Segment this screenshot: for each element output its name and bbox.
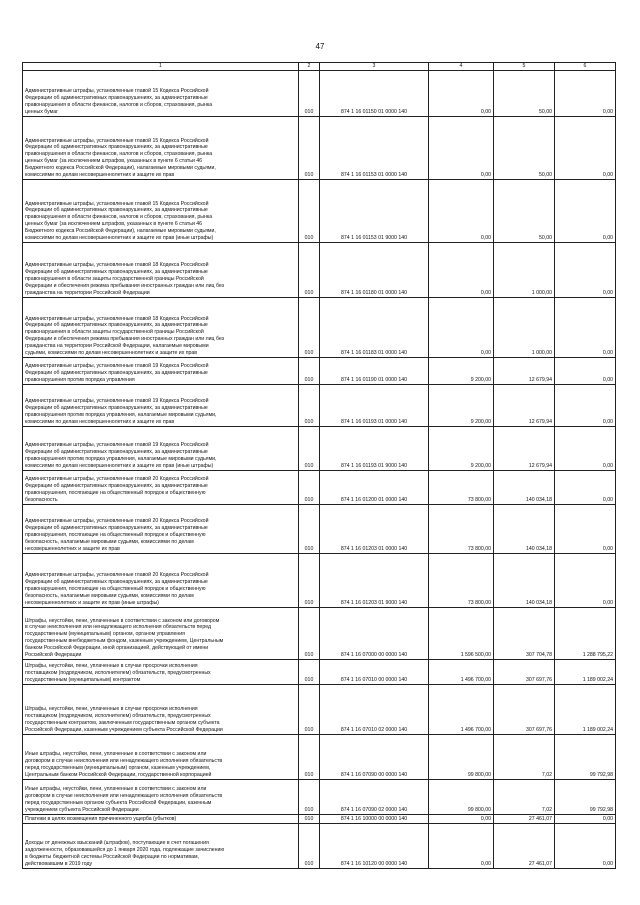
row-line-code: 010 <box>299 427 320 471</box>
row-planned: 0,00 <box>429 824 494 869</box>
row-planned: 0,00 <box>429 243 494 298</box>
row-executed: 50,00 <box>494 180 555 243</box>
header-row <box>23 63 616 71</box>
row-line-code: 010 <box>299 660 320 685</box>
table-row <box>23 385 616 427</box>
row-unexecuted: 0,00 <box>555 71 616 117</box>
row-unexecuted: 0,00 <box>555 471 616 505</box>
row-planned: 1 596 500,00 <box>429 608 494 660</box>
row-description: Административные штрафы, установленные главой 20 Кодекса Российской Федерации об административных правонарушениях, за административные правонарушения, посягающие на общественный порядок и общественную безопасность, налагаемые мировыми судьями, комиссиями по делам несовершеннолетних и защите их прав <box>23 505 299 554</box>
row-description: Доходы от денежных взысканий (штрафов), поступающие в счет погашения задолженности, образовавшейся до 1 января 2020 года, подлежащие зачислению в бюджеты бюджетной системы Российской Федерации по нормативам, действовавшим в 2019 году <box>23 824 299 869</box>
row-unexecuted: 0,00 <box>555 385 616 427</box>
row-planned: 99 800,00 <box>429 735 494 780</box>
row-budget-code: 874 1 16 01203 01 0000 140 <box>320 505 429 554</box>
row-description: Штрафы, неустойки, пени, уплаченные в случае просрочки исполнения поставщиком (подрядчиком, исполнителем) обязательств, предусмотренных государственным контрактом, заключенным государственным органом субъекта Российской Федерации, казенным учреждением субъекта Российской Федерации <box>23 685 299 735</box>
row-planned: 9 200,00 <box>429 427 494 471</box>
row-unexecuted: 0,00 <box>555 815 616 824</box>
row-line-code: 010 <box>299 385 320 427</box>
row-budget-code: 874 1 16 01153 01 9000 140 <box>320 180 429 243</box>
row-planned: 0,00 <box>429 117 494 180</box>
row-description: Платежи в целях возмещения причиненного ущерба (убытков) <box>23 815 299 824</box>
row-executed: 27 461,07 <box>494 824 555 869</box>
table-row <box>23 71 616 117</box>
row-line-code: 010 <box>299 180 320 243</box>
row-unexecuted: 0,00 <box>555 554 616 608</box>
row-planned: 99 800,00 <box>429 780 494 815</box>
row-budget-code: 874 1 16 01180 01 0000 140 <box>320 243 429 298</box>
row-budget-code: 874 1 16 01193 01 0000 140 <box>320 385 429 427</box>
table-row <box>23 554 616 608</box>
row-budget-code: 874 1 16 07090 00 0000 140 <box>320 735 429 780</box>
row-executed: 7,02 <box>494 735 555 780</box>
row-unexecuted: 0,00 <box>555 298 616 358</box>
row-line-code: 010 <box>299 71 320 117</box>
row-planned: 73 800,00 <box>429 505 494 554</box>
row-line-code: 010 <box>299 298 320 358</box>
table-row <box>23 608 616 660</box>
row-unexecuted: 0,00 <box>555 358 616 385</box>
row-description: Иные штрафы, неустойки, пени, уплаченные в соответствии с законом или договором в случае неисполнения или ненадлежащего исполнения обязательств перед государственным органом субъекта Российской Федерации, казенным учреждением субъекта Российской Федерации <box>23 780 299 815</box>
row-unexecuted: 0,00 <box>555 180 616 243</box>
row-unexecuted: 1 288 795,22 <box>555 608 616 660</box>
row-description: Административные штрафы, установленные главой 20 Кодекса Российской Федерации об административных правонарушениях, за административные правонарушения, посягающие на общественный порядок и общественную безопасность, налагаемые мировыми судьями, комиссиями по делам несовершеннолетних и защите их прав (иные штрафы) <box>23 554 299 608</box>
row-unexecuted: 0,00 <box>555 427 616 471</box>
row-line-code: 010 <box>299 780 320 815</box>
row-unexecuted: 1 189 002,24 <box>555 685 616 735</box>
row-executed: 12 679,94 <box>494 427 555 471</box>
row-planned: 1 496 700,00 <box>429 685 494 735</box>
row-planned: 73 800,00 <box>429 554 494 608</box>
page-number: 47 <box>315 42 325 51</box>
row-unexecuted: 99 792,98 <box>555 780 616 815</box>
row-planned: 0,00 <box>429 815 494 824</box>
row-description: Административные штрафы, установленные главой 19 Кодекса Российской Федерации об административных правонарушениях, за административные правонарушения против порядка управления, налагаемые мировыми судьями, комиссиями по делам несовершеннолетних и защите их прав (иные штрафы) <box>23 427 299 471</box>
row-planned: 0,00 <box>429 298 494 358</box>
row-unexecuted: 0,00 <box>555 824 616 869</box>
row-executed: 50,00 <box>494 71 555 117</box>
row-line-code: 010 <box>299 243 320 298</box>
row-description: Штрафы, неустойки, пени, уплаченные в случае просрочки исполнения поставщиком (подрядчиком, исполнителем) обязательств, предусмотренных государственным (муниципальным) контрактом <box>23 660 299 685</box>
row-unexecuted: 0,00 <box>555 505 616 554</box>
table-row <box>23 298 616 358</box>
row-executed: 50,00 <box>494 117 555 180</box>
row-line-code: 010 <box>299 824 320 869</box>
row-budget-code: 874 1 16 10000 00 0000 140 <box>320 815 429 824</box>
row-budget-code: 874 1 16 01203 01 9000 140 <box>320 554 429 608</box>
row-budget-code: 874 1 16 07010 02 0000 140 <box>320 685 429 735</box>
row-executed: 307 704,78 <box>494 608 555 660</box>
row-planned: 0,00 <box>429 180 494 243</box>
column-header: 6 <box>555 63 616 71</box>
table-row <box>23 117 616 180</box>
row-budget-code: 874 1 16 07000 00 0000 140 <box>320 608 429 660</box>
row-description: Административные штрафы, установленные главой 18 Кодекса Российской Федерации об административных правонарушениях, за административные правонарушения в области защиты государственной границы Российской Федерации и обеспечения режима пребывания иностранных граждан или лиц без гражданства на территории Российской Федерации <box>23 243 299 298</box>
column-header: 1 <box>23 63 299 71</box>
row-executed: 7,02 <box>494 780 555 815</box>
row-executed: 307 697,76 <box>494 660 555 685</box>
row-executed: 1 000,00 <box>494 298 555 358</box>
row-line-code: 010 <box>299 554 320 608</box>
column-header: 5 <box>494 63 555 71</box>
table-row <box>23 180 616 243</box>
row-description: Административные штрафы, установленные главой 18 Кодекса Российской Федерации об административных правонарушениях, за административные правонарушения в области защиты государственной границы Российской Федерации и обеспечения режима пребывания иностранных граждан или лиц без гражданства на территории Российской Федерации, налагаемые мировыми судьями, комиссиями по делам несовершеннолетних и защите их прав <box>23 298 299 358</box>
row-planned: 9 200,00 <box>429 385 494 427</box>
table-row <box>23 660 616 685</box>
row-unexecuted: 0,00 <box>555 243 616 298</box>
row-description: Штрафы, неустойки, пени, уплаченные в соответствии с законом или договором в случае неисполнения или ненадлежащего исполнения обязательств перед государственным (муниципальным) органом, органом управления государственным внебюджетным фондом, казенным учреждением, Центральным банком Российской Федерации, иной организацией, действующей от имени Российской Федерации <box>23 608 299 660</box>
row-description: Административные штрафы, установленные главой 19 Кодекса Российской Федерации об административных правонарушениях, за административные правонарушения против порядка управления <box>23 358 299 385</box>
row-executed: 140 034,18 <box>494 471 555 505</box>
row-description: Административные штрафы, установленные главой 19 Кодекса Российской Федерации об административных правонарушениях, за административные правонарушения против порядка управления, налагаемые мировыми судьями, комиссиями по делам несовершеннолетних и защите их прав <box>23 385 299 427</box>
row-executed: 307 697,76 <box>494 685 555 735</box>
row-budget-code: 874 1 16 01150 01 0000 140 <box>320 71 429 117</box>
table-row <box>23 735 616 780</box>
row-executed: 140 034,18 <box>494 505 555 554</box>
column-header: 2 <box>299 63 320 71</box>
row-planned: 1 496 700,00 <box>429 660 494 685</box>
row-executed: 140 034,18 <box>494 554 555 608</box>
column-header: 3 <box>320 63 429 71</box>
row-line-code: 010 <box>299 358 320 385</box>
column-header: 4 <box>429 63 494 71</box>
row-budget-code: 874 1 16 01200 01 0000 140 <box>320 471 429 505</box>
row-unexecuted: 0,00 <box>555 117 616 180</box>
row-description: Иные штрафы, неустойки, пени, уплаченные в соответствии с законом или договором в случае неисполнения или ненадлежащего исполнения обязательств перед государственным (муниципальным) органом, казенным учреждением, Центральным банком Российской Федерации, государственной корпорацией <box>23 735 299 780</box>
row-budget-code: 874 1 16 01153 01 0000 140 <box>320 117 429 180</box>
row-line-code: 010 <box>299 608 320 660</box>
row-description: Административные штрафы, установленные главой 15 Кодекса Российской Федерации об административных правонарушениях, за административные правонарушения в области финансов, налогов и сборов, страхования, рынка ценных бумаг (за исключением штрафов, указанных в пункте 6 статьи 46 Бюджетного кодекса Российской Федерации), налагаемые мировыми судьями, комиссиями по делам несовершеннолетних и защите их прав (иные штрафы) <box>23 180 299 243</box>
table-row <box>23 824 616 869</box>
row-description: Административные штрафы, установленные главой 20 Кодекса Российской Федерации об административных правонарушениях, за административные правонарушения, посягающие на общественный порядок и общественную безопасность <box>23 471 299 505</box>
row-planned: 0,00 <box>429 71 494 117</box>
table-row <box>23 471 616 505</box>
row-budget-code: 874 1 16 01193 01 9000 140 <box>320 427 429 471</box>
row-budget-code: 874 1 16 10120 00 0000 140 <box>320 824 429 869</box>
row-line-code: 010 <box>299 815 320 824</box>
row-budget-code: 874 1 16 07010 00 0000 140 <box>320 660 429 685</box>
row-executed: 12 679,94 <box>494 385 555 427</box>
row-line-code: 010 <box>299 685 320 735</box>
row-planned: 9 200,00 <box>429 358 494 385</box>
row-line-code: 010 <box>299 505 320 554</box>
table-row <box>23 815 616 824</box>
row-description: Административные штрафы, установленные главой 15 Кодекса Российской Федерации об административных правонарушениях, за административные правонарушения в области финансов, налогов и сборов, страхования, рынка ценных бумаг <box>23 71 299 117</box>
row-line-code: 010 <box>299 735 320 780</box>
row-line-code: 010 <box>299 471 320 505</box>
table-row <box>23 358 616 385</box>
table-row <box>23 243 616 298</box>
row-executed: 27 461,07 <box>494 815 555 824</box>
table-row <box>23 427 616 471</box>
row-unexecuted: 99 792,98 <box>555 735 616 780</box>
table-row <box>23 505 616 554</box>
row-executed: 12 679,94 <box>494 358 555 385</box>
table-row <box>23 780 616 815</box>
table-row <box>23 685 616 735</box>
row-planned: 73 800,00 <box>429 471 494 505</box>
row-description: Административные штрафы, установленные главой 15 Кодекса Российской Федерации об административных правонарушениях, за административные правонарушения в области финансов, налогов и сборов, страхования, рынка ценных бумаг (за исключением штрафов, указанных в пункте 6 статьи 46 Бюджетного кодекса Российской Федерации), налагаемые мировыми судьями, комиссиями по делам несовершеннолетних и защите их прав <box>23 117 299 180</box>
row-unexecuted: 1 189 002,24 <box>555 660 616 685</box>
row-budget-code: 874 1 16 01183 01 0000 140 <box>320 298 429 358</box>
row-budget-code: 874 1 16 07090 02 0000 140 <box>320 780 429 815</box>
row-executed: 1 000,00 <box>494 243 555 298</box>
row-line-code: 010 <box>299 117 320 180</box>
row-budget-code: 874 1 16 01190 01 0000 140 <box>320 358 429 385</box>
revenue-table <box>22 62 616 869</box>
